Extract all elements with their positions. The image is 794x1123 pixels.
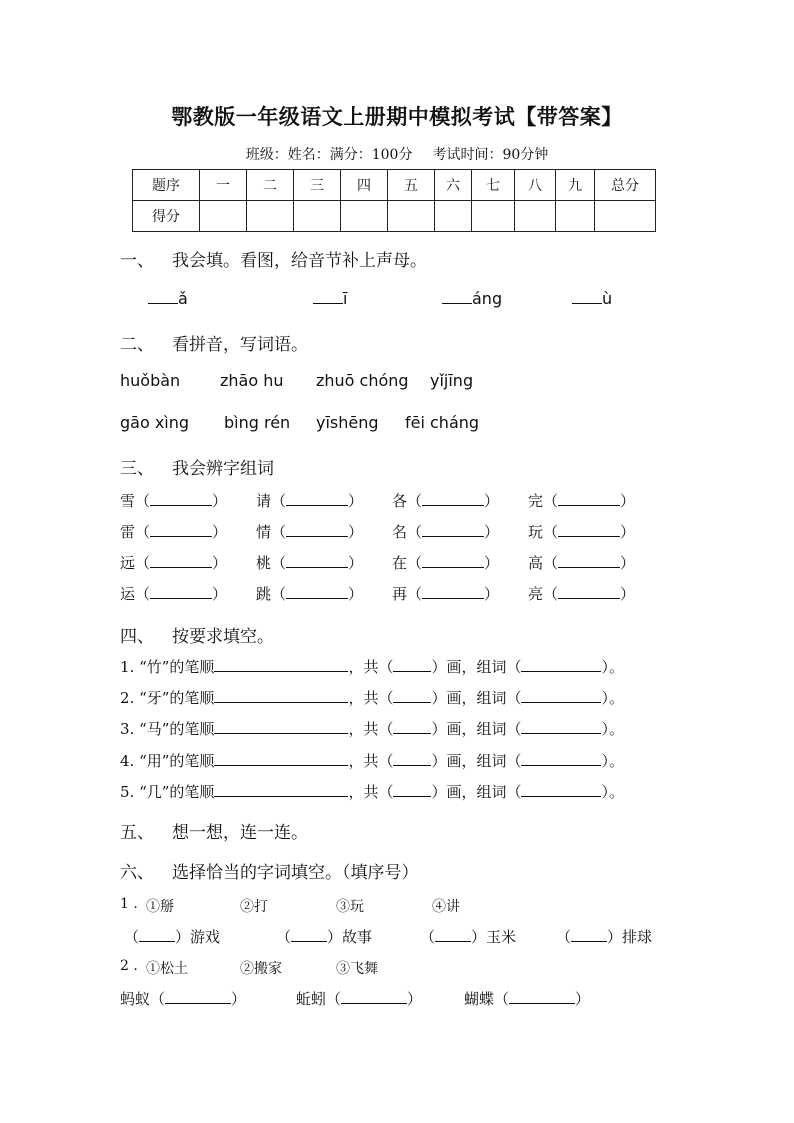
pinyin-word: fēi cháng bbox=[405, 413, 480, 432]
section6-num: 六、 bbox=[120, 863, 154, 883]
page-title: 鄂教版一年级语文上册期中模拟考试【带答案】 bbox=[171, 104, 623, 129]
section6-title: 选择恰当的字词填空。（填序号） bbox=[172, 863, 419, 883]
stroke-order-item[interactable]: 1. “竹”的笔顺 ，共（ ）画，组词（ ）。 bbox=[120, 658, 624, 676]
section2-title: 看拼音，写词语。 bbox=[172, 335, 308, 355]
section3-heading bbox=[120, 454, 274, 479]
score-header-cell: 五 bbox=[388, 170, 435, 201]
q1-option: ①掰 bbox=[146, 899, 174, 915]
section4-heading bbox=[120, 622, 274, 647]
q1-option: ②打 bbox=[240, 899, 268, 915]
section2-num: 二、 bbox=[120, 335, 154, 355]
score-cell[interactable] bbox=[200, 201, 247, 232]
section1-heading bbox=[120, 246, 427, 271]
score-header-cell: 八 bbox=[515, 170, 556, 201]
section5-num: 五、 bbox=[120, 823, 154, 843]
score-label: 满分：100分 bbox=[329, 147, 413, 163]
score-header-cell: 一 bbox=[200, 170, 247, 201]
pinyin-word: yīshēng bbox=[316, 413, 379, 432]
pinyin-word: gāo xìng bbox=[120, 413, 190, 432]
q1-fill-item[interactable]: （ ）故事 bbox=[276, 928, 373, 946]
char-word-item[interactable]: 跳（ ） bbox=[256, 585, 364, 603]
pinyin-word: zhāo hu bbox=[220, 371, 284, 390]
section2-heading bbox=[120, 330, 308, 355]
pinyin-word: bìng rén bbox=[224, 413, 291, 432]
score-cell[interactable] bbox=[595, 201, 656, 232]
score-header-cell: 总分 bbox=[595, 170, 656, 201]
char-word-item[interactable]: 雷（ ） bbox=[120, 523, 228, 541]
q1-label: 1 . bbox=[120, 896, 138, 912]
section1-num: 一、 bbox=[120, 251, 154, 271]
char-word-item[interactable]: 完（ ） bbox=[528, 492, 636, 510]
score-header-cell: 三 bbox=[294, 170, 341, 201]
char-word-item[interactable]: 请（ ） bbox=[256, 492, 364, 510]
char-word-item[interactable]: 名（ ） bbox=[392, 523, 500, 541]
char-word-item[interactable]: 各（ ） bbox=[392, 492, 500, 510]
char-word-item[interactable]: 玩（ ） bbox=[528, 523, 636, 541]
score-table bbox=[132, 169, 656, 232]
pinyin-fill-4[interactable]: ù bbox=[572, 289, 612, 308]
section6-heading bbox=[120, 858, 419, 883]
pinyin-word: yǐjīng bbox=[430, 371, 474, 390]
stroke-order-item[interactable]: 4. “用”的笔顺 ，共（ ）画，组词（ ）。 bbox=[120, 752, 624, 770]
char-word-item[interactable]: 桃（ ） bbox=[256, 554, 364, 572]
section3-title: 我会辨字组词 bbox=[172, 459, 274, 479]
score-header-cell: 六 bbox=[435, 170, 472, 201]
char-word-item[interactable]: 雪（ ） bbox=[120, 492, 228, 510]
score-cell[interactable] bbox=[388, 201, 435, 232]
char-word-item[interactable]: 在（ ） bbox=[392, 554, 500, 572]
q2-option: ③飞舞 bbox=[336, 961, 378, 977]
q2-label: 2 . bbox=[120, 958, 138, 974]
q2-option: ①松土 bbox=[146, 961, 188, 977]
char-word-item[interactable]: 远（ ） bbox=[120, 554, 228, 572]
score-cell[interactable] bbox=[435, 201, 472, 232]
q1-option: ④讲 bbox=[432, 899, 460, 915]
pinyin-fill-3[interactable]: áng bbox=[442, 289, 502, 308]
score-cell[interactable] bbox=[341, 201, 388, 232]
q1-fill-item[interactable]: （ ）排球 bbox=[556, 928, 653, 946]
char-word-item[interactable]: 情（ ） bbox=[256, 523, 364, 541]
pinyin-word: zhuō chóng bbox=[316, 371, 409, 390]
section1-title: 我会填。看图，给音节补上声母。 bbox=[172, 251, 427, 271]
score-cell[interactable] bbox=[247, 201, 294, 232]
score-header-cell: 题序 bbox=[133, 170, 200, 201]
stroke-order-item[interactable]: 2. “牙”的笔顺 ，共（ ）画，组词（ ）。 bbox=[120, 689, 624, 707]
char-word-item[interactable]: 亮（ ） bbox=[528, 585, 636, 603]
char-word-item[interactable]: 运（ ） bbox=[120, 585, 228, 603]
score-cell[interactable] bbox=[556, 201, 595, 232]
section5-title: 想一想，连一连。 bbox=[172, 823, 308, 843]
score-header-cell: 二 bbox=[247, 170, 294, 201]
section4-num: 四、 bbox=[120, 627, 154, 647]
score-cell[interactable] bbox=[515, 201, 556, 232]
q2-option: ②搬家 bbox=[240, 961, 282, 977]
score-header-cell: 九 bbox=[556, 170, 595, 201]
time-label: 考试时间：90分钟 bbox=[432, 147, 549, 163]
q2-fill-item[interactable]: 蚯蚓（ ） bbox=[296, 990, 423, 1008]
section3-num: 三、 bbox=[120, 459, 154, 479]
stroke-order-item[interactable]: 5. “几”的笔顺 ，共（ ）画，组词（ ）。 bbox=[120, 783, 624, 801]
stroke-order-item[interactable]: 3. “马”的笔顺 ，共（ ）画，组词（ ）。 bbox=[120, 720, 624, 738]
score-header-cell: 七 bbox=[472, 170, 515, 201]
q1-option: ③玩 bbox=[336, 899, 364, 915]
class-label: 班级： bbox=[245, 147, 288, 163]
q1-fill-item[interactable]: （ ）游戏 bbox=[124, 928, 221, 946]
exam-info bbox=[0, 144, 794, 164]
pinyin-fill-2[interactable]: ī bbox=[313, 289, 347, 308]
section4-title: 按要求填空。 bbox=[172, 627, 274, 647]
score-table-score-row bbox=[133, 201, 656, 232]
q1-fill-item[interactable]: （ ）玉米 bbox=[420, 928, 517, 946]
score-row-label: 得分 bbox=[133, 201, 200, 232]
char-word-item[interactable]: 再（ ） bbox=[392, 585, 500, 603]
score-cell[interactable] bbox=[294, 201, 341, 232]
name-label: 姓名： bbox=[287, 147, 330, 163]
char-word-item[interactable]: 高（ ） bbox=[528, 554, 636, 572]
pinyin-fill-1[interactable]: ǎ bbox=[148, 289, 188, 308]
q2-fill-item[interactable]: 蚂蚁（ ） bbox=[120, 990, 247, 1008]
section5-heading bbox=[120, 818, 308, 843]
score-header-cell: 四 bbox=[341, 170, 388, 201]
q2-fill-item[interactable]: 蝴蝶（ ） bbox=[464, 990, 591, 1008]
score-table-header-row bbox=[133, 170, 656, 201]
score-cell[interactable] bbox=[472, 201, 515, 232]
pinyin-word: huǒbàn bbox=[120, 371, 181, 390]
